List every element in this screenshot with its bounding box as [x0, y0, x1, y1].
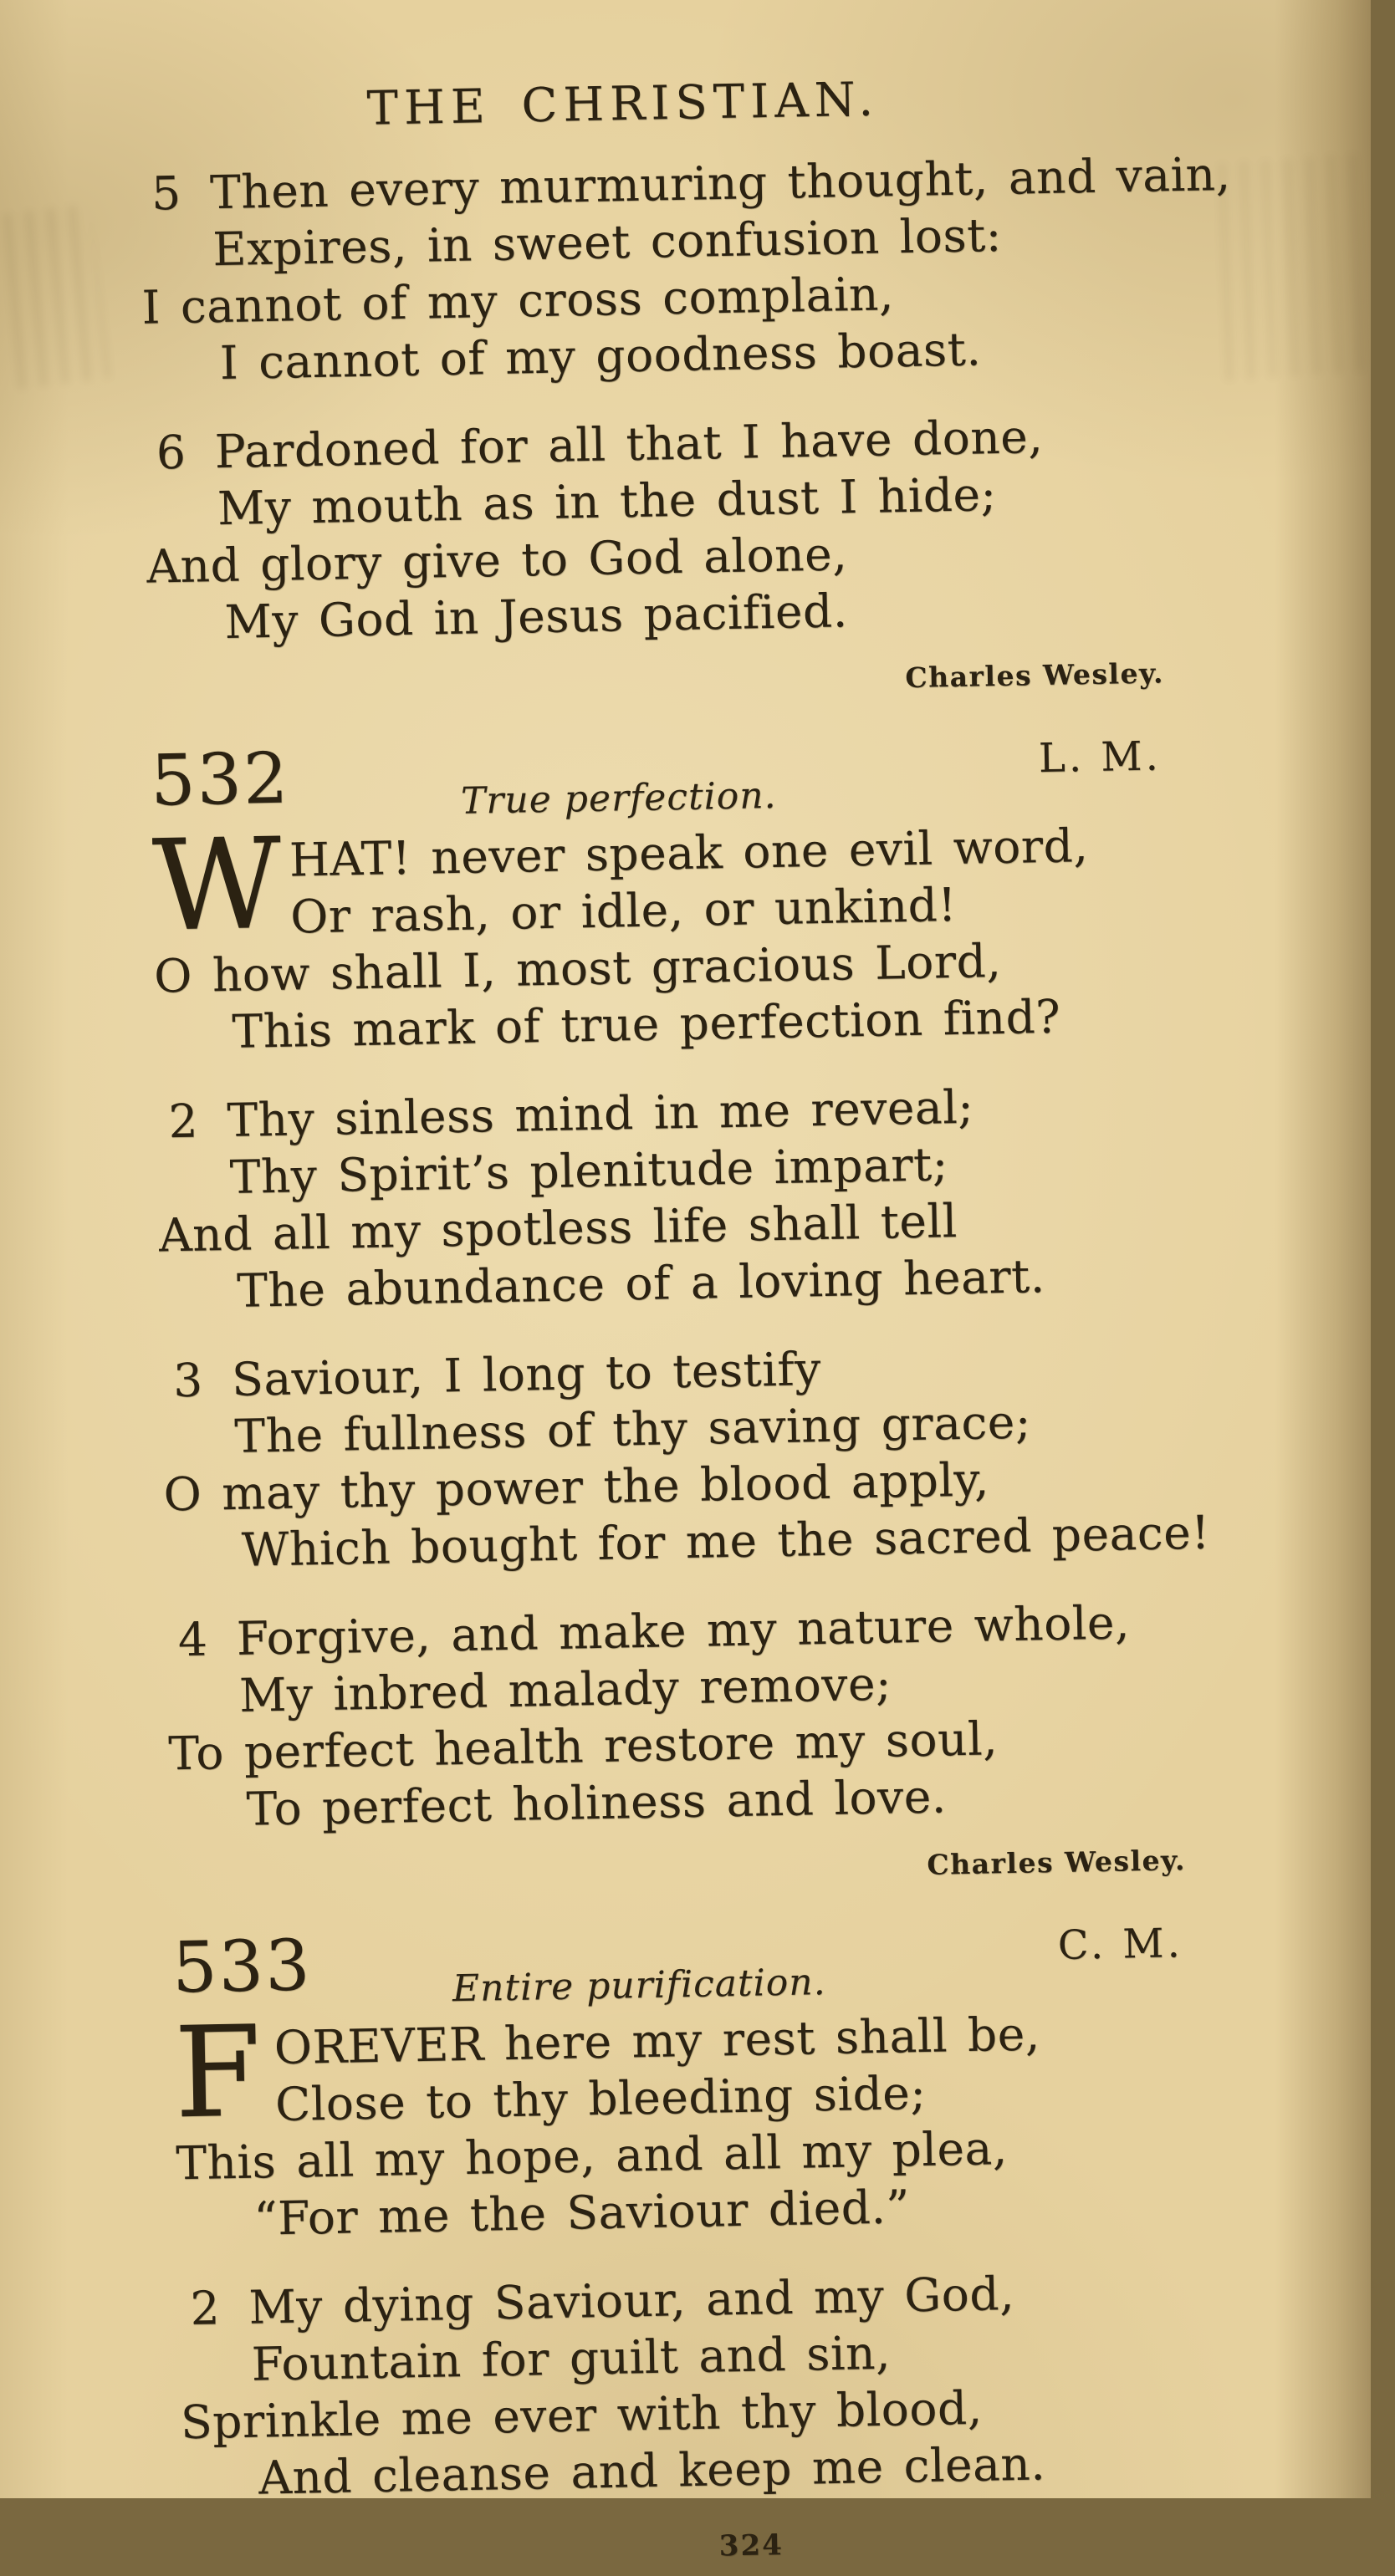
verse-line: Which bought for me the sacred peace!	[241, 1505, 1211, 1577]
verse-line: The abundance of a loving heart.	[236, 1249, 1046, 1318]
verse-line: To perfect health restore my soul,	[167, 1711, 999, 1781]
hymn-532-stanza-4	[166, 1592, 1256, 1839]
verse-line: Or rash, or idle, or unkind!	[289, 877, 958, 944]
hymn-number: 532	[150, 737, 291, 822]
hymn-meter: C. M.	[1057, 1920, 1184, 1969]
verse-line: Thy Spirit’s plenitude impart;	[229, 1137, 949, 1204]
hymn-533-stanza-2	[178, 2261, 1269, 2508]
verse-line-text: My dying Saviour, and my God,	[248, 2267, 1015, 2334]
verse-line: I cannot of my goodness boast.	[219, 322, 982, 390]
verse-line: The fullness of thy saving grace;	[233, 1395, 1032, 1463]
verse-line: HAT! never speak one evil word,	[289, 819, 1089, 887]
hymn-meter: L. M.	[1038, 732, 1162, 783]
verse-line: My God in Jesus pacified.	[223, 584, 849, 649]
section-header: THE CHRISTIAN.	[366, 72, 880, 136]
verse-line-text: Forgive, and make my nature whole,	[236, 1595, 1131, 1665]
verse-line: This all my hope, and all my plea,	[175, 2121, 1009, 2191]
verse-line: Fountain for guilt and sin,	[251, 2325, 892, 2391]
author-attribution: Charles Wesley.	[905, 656, 1165, 695]
verse-line: And all my spotless life shall tell	[158, 1194, 958, 1262]
verse-line: Close to thy bleeding side;	[274, 2065, 927, 2132]
page-number: 324	[718, 2528, 784, 2563]
hymn-title: True perfection.	[460, 773, 777, 823]
dropcap-letter: F	[172, 1999, 263, 2147]
verse-line: Sprinkle me ever with thy blood,	[180, 2380, 984, 2450]
dropcap-letter: W	[151, 811, 284, 960]
hymn-533-heading	[171, 1911, 1260, 2015]
hymn-532-stanza-2	[156, 1074, 1247, 1321]
hymn-532-heading	[150, 724, 1238, 828]
verse-line: O how shall I, most gracious Lord,	[153, 934, 1002, 1003]
verse-line: O may thy power the blood apply,	[163, 1452, 990, 1522]
hymn-532-stanza-1	[151, 811, 1242, 1062]
verse-line: To perfect holiness and love.	[246, 1769, 948, 1836]
verse-line-text: Saviour, I long to testify	[231, 1342, 822, 1406]
hymn-532-stanza-3	[161, 1333, 1252, 1580]
hymn-533-stanza-1	[172, 1999, 1264, 2249]
hymn-title: Entire purification.	[452, 1961, 827, 2011]
author-attribution: Charles Wesley.	[927, 1844, 1187, 1881]
verse-line: My mouth as in the dust I hide;	[217, 467, 998, 536]
stanza-number: 4	[177, 1612, 208, 1667]
stanza-number: 2	[189, 2281, 221, 2336]
hymn-number: 533	[171, 1924, 313, 2009]
stanza-number: 5	[151, 166, 182, 221]
verse-line: “For me the Saviour died.”	[253, 2180, 911, 2246]
verse-line-text: Thy sinless mind in me reveal;	[226, 1079, 974, 1148]
verse-line: Expires, in sweet confusion lost:	[212, 207, 1003, 277]
verse-line: And cleanse and keep me clean.	[258, 2436, 1046, 2505]
stanza-number: 2	[167, 1094, 199, 1149]
verse-line: And glory give to God alone,	[146, 527, 848, 594]
verse-line: OREVER here my rest shall be,	[273, 2007, 1041, 2075]
verse-line: I cannot of my cross complain,	[141, 267, 895, 334]
verse-line: This mark of true perfection find?	[231, 989, 1061, 1058]
stanza-number: 3	[172, 1353, 204, 1408]
verse-line-text: Then every murmuring thought, and vain,	[209, 146, 1232, 220]
stanza-6	[144, 405, 1234, 652]
stanza-number: 6	[156, 425, 187, 480]
verse-line-text: Pardoned for all that I have done,	[214, 410, 1044, 479]
verse-line: My inbred malady remove;	[238, 1656, 892, 1722]
stanza-5	[140, 145, 1230, 393]
